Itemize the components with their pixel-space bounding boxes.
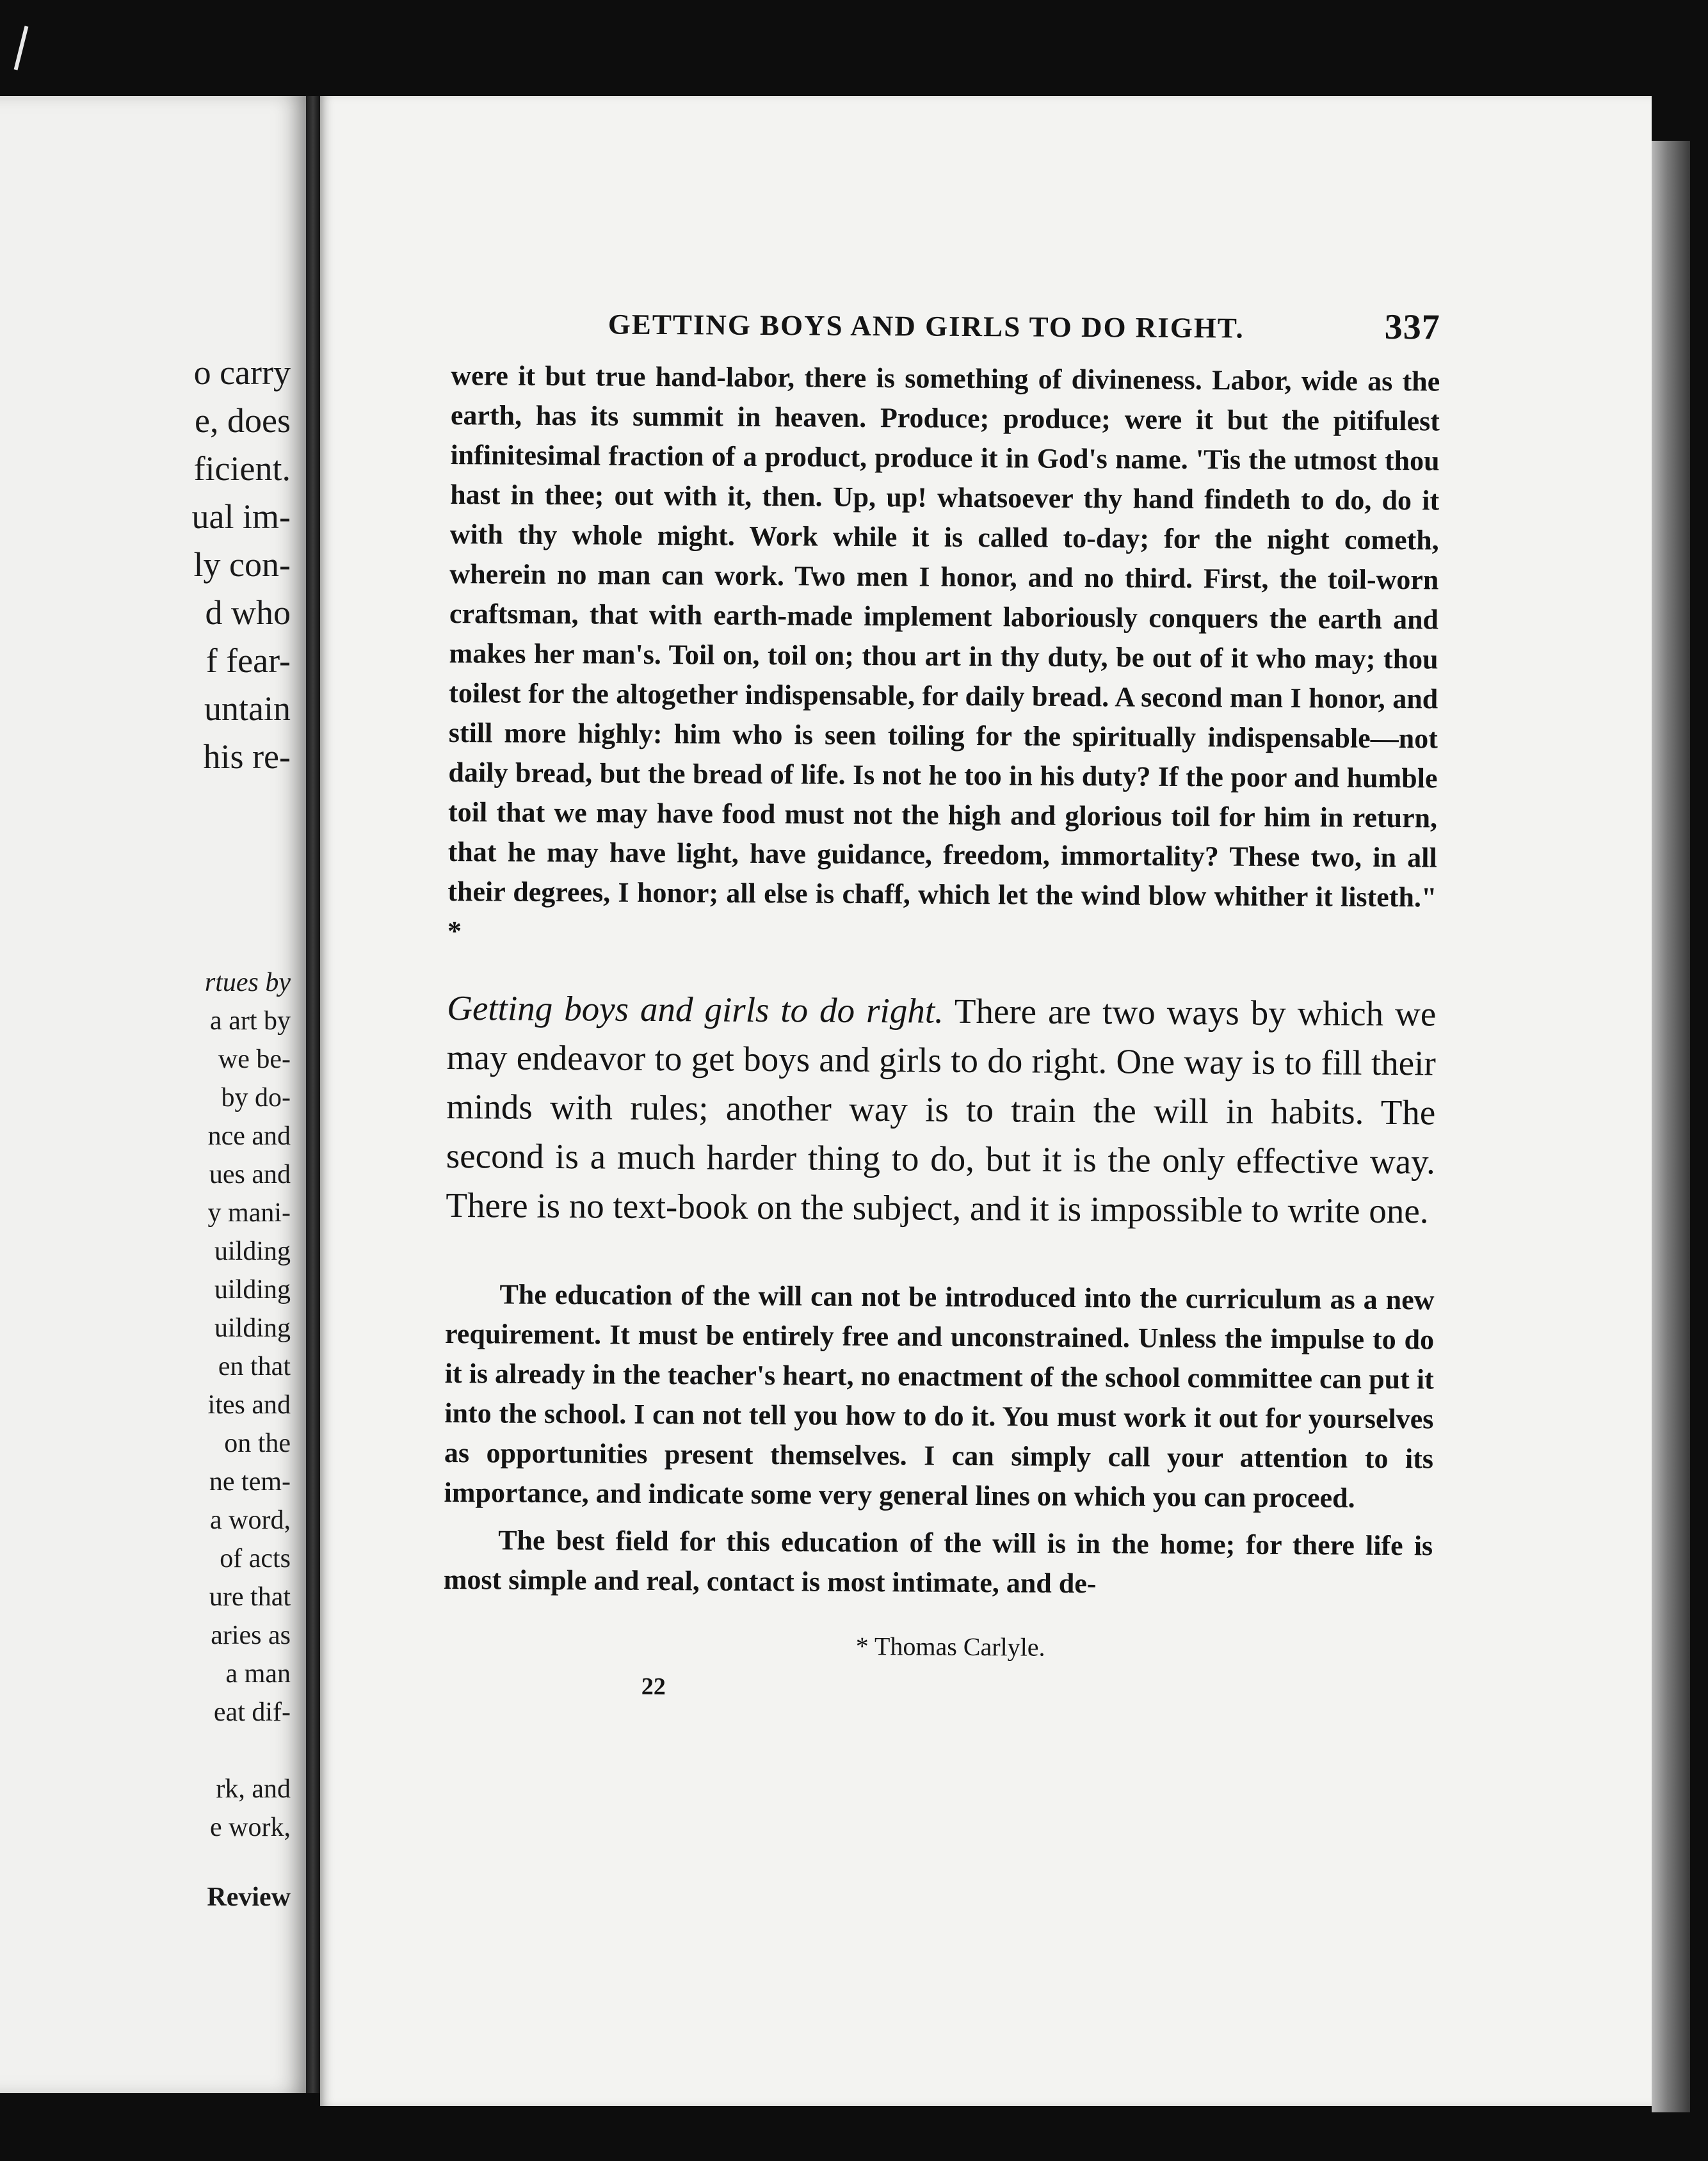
- left-line: ual im-: [191, 497, 291, 536]
- section-heading: Getting boys and girls to do right.: [447, 988, 944, 1031]
- left-line: ure that: [209, 1582, 291, 1612]
- left-line: nce and: [207, 1121, 291, 1151]
- body-paragraph: The best field for this education of the will is in the home; for there life is most simple and real, contact is most intimate, and de-: [443, 1524, 1433, 1600]
- left-line: ues and: [209, 1160, 291, 1189]
- left-line: ites and: [207, 1390, 291, 1420]
- left-line: uilding: [214, 1237, 291, 1266]
- section-paragraph: [446, 983, 1436, 1235]
- left-line: by do-: [221, 1083, 291, 1113]
- left-line: a word,: [210, 1506, 291, 1535]
- left-line: on the: [224, 1429, 291, 1458]
- page-edge: [1652, 141, 1690, 2112]
- left-page-review: Review: [207, 1883, 291, 1912]
- signature-mark: 22: [641, 1673, 666, 1701]
- left-line: y mani-: [207, 1198, 291, 1228]
- left-line: e, does: [195, 401, 291, 440]
- left-line: f fear-: [205, 641, 291, 680]
- left-line: his re-: [203, 737, 291, 776]
- left-line: o carry: [193, 353, 291, 392]
- section-text: There are two ways by which we may endeavor to get boys and girls to do right. One way is to fill their minds with rules; another way is to train the will in habits. The second is a much harder thing to do, but it is the only effective way. There is no text-book on the subject, and it is impossible to write one.: [446, 991, 1437, 1231]
- left-line: e work,: [210, 1813, 291, 1842]
- left-line: untain: [204, 689, 291, 728]
- page-number: 337: [1384, 307, 1440, 348]
- left-line: rtues by: [204, 968, 291, 997]
- left-line: of acts: [220, 1544, 291, 1573]
- running-head: [451, 301, 1440, 348]
- left-line: eat dif-: [213, 1698, 291, 1727]
- left-line: ly con-: [193, 545, 291, 584]
- left-page-text-bottom: [205, 963, 291, 1847]
- left-line: aries as: [211, 1621, 291, 1650]
- left-line: ne tem-: [209, 1467, 291, 1497]
- left-line: a art by: [210, 1006, 291, 1036]
- page-text-block: [443, 301, 1440, 1705]
- footnote: * Thomas Carlyle.: [855, 1631, 1045, 1662]
- left-line: en that: [218, 1352, 291, 1381]
- left-line: uilding: [214, 1275, 291, 1305]
- scan-mark: [14, 26, 29, 70]
- left-line: ficient.: [193, 449, 291, 488]
- left-line: we be-: [218, 1045, 291, 1074]
- quote-paragraph: were it but true hand-labor, there is something of divineness. Labor, wide as the earth, has its summit in heaven. Produce; produce; were it but the pitifulest infinitesimal fraction of a product, produce it in God's name. 'Tis the utmost thou hast in thee; out with it, then. Up, up! whatsoever thy hand findeth to do, do it with thy whole might. Work while it is called to-day; for the night cometh, wherein no man can work. Two men I honor, and no third. First, the toil-worn craftsman, that with earth-made implement laboriously conquers the earth and makes her man's. Toil on, toil on; thou art in thy duty, be out of it who may; thou toilest for the altogether indispensable, for daily bread. A second man I honor, and still more highly: him who is seen toiling for the spiritually indispensable—not daily bread, but the bread of life. Is not he too in his duty? If the poor and humble toil that we may have food must not the high and glorious toil for him in return, that he may have light, have guidance, freedom, immortality? These two, in all their degrees, I honor; all else is chaff, which let the wind blow whither it listeth." *: [447, 359, 1440, 947]
- left-line: uilding: [214, 1313, 291, 1343]
- left-line: rk, and: [216, 1774, 291, 1804]
- book-gutter: [306, 96, 320, 2093]
- running-title: GETTING BOYS AND GIRLS TO DO RIGHT.: [608, 308, 1245, 344]
- left-page: [0, 96, 306, 2093]
- body-paragraph: The education of the will can not be introduced into the curriculum as a new requirement. It must be entirely free and unconstrained. Unless the impulse to do it is already in the teacher's heart, no enactment of the school committee can put it into the school. I can not tell you how to do it. You must work it out for yourselves as opportunities present themselves. I can simply call your attention to its importance, and indicate some very general lines on which you can proceed.: [444, 1278, 1435, 1514]
- left-line: d who: [205, 593, 291, 632]
- left-page-text-top: [192, 349, 291, 781]
- left-line: a man: [225, 1659, 291, 1689]
